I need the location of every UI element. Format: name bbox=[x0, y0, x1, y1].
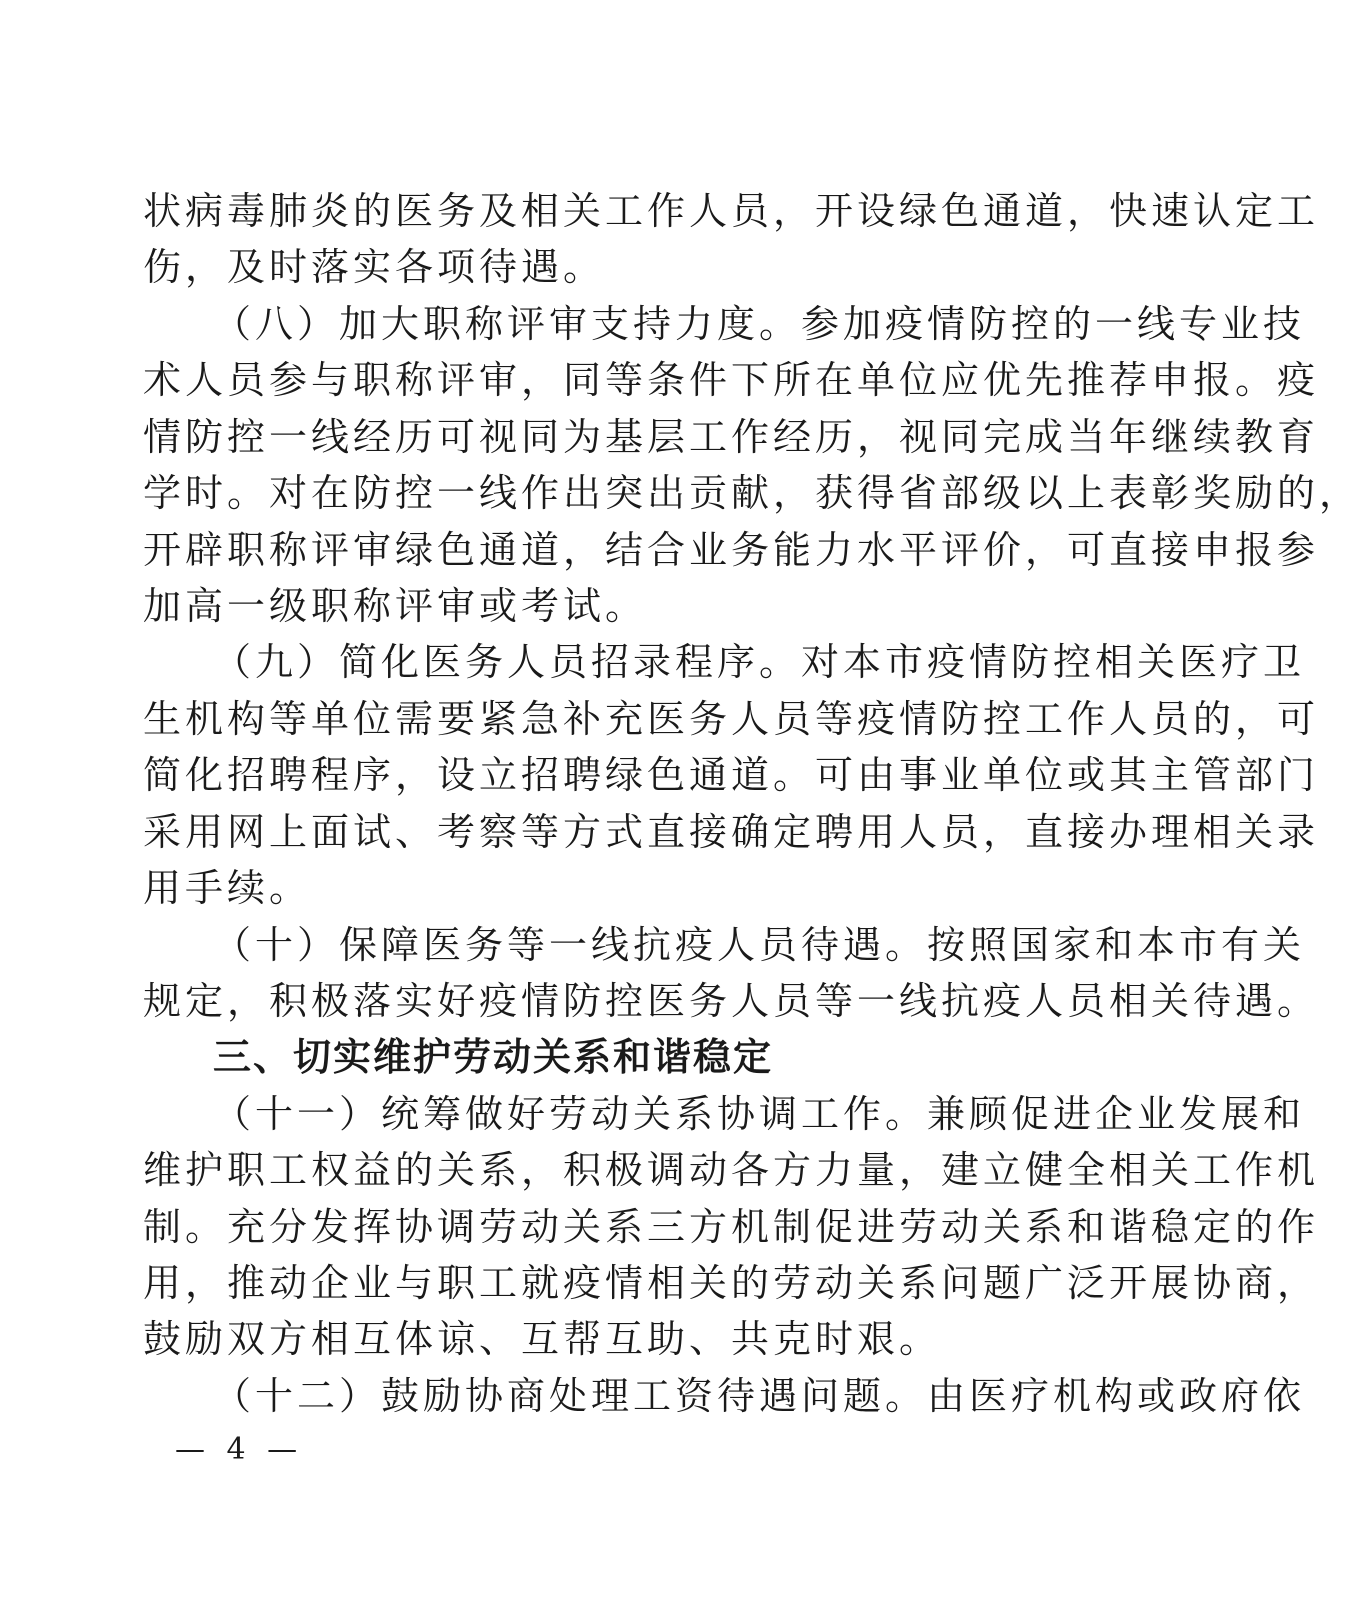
text-line: 状病毒肺炎的医务及相关工作人员，开设绿色通道，快速认定工 bbox=[143, 189, 1320, 233]
text-line: 加高一级职称评审或考试。 bbox=[143, 584, 648, 628]
paragraph-8-heading-line: （八）加大职称评审支持力度。参加疫情防控的一线专业技 bbox=[213, 302, 1306, 346]
text-line: 用手续。 bbox=[143, 866, 312, 910]
text-line: 采用网上面试、考察等方式直接确定聘用人员，直接办理相关录 bbox=[143, 810, 1320, 854]
text-line: 制。充分发挥协调劳动关系三方机制促进劳动关系和谐稳定的作 bbox=[143, 1205, 1320, 1249]
section-heading: 三、切实维护劳动关系和谐稳定 bbox=[213, 1035, 774, 1079]
text-line: 术人员参与职称评审，同等条件下所在单位应优先推荐申报。疫 bbox=[143, 358, 1320, 402]
text-line: 简化招聘程序，设立招聘绿色通道。可由事业单位或其主管部门 bbox=[143, 753, 1320, 797]
page-number: — 4 — bbox=[175, 1432, 304, 1467]
paragraph-10-heading-line: （十）保障医务等一线抗疫人员待遇。按照国家和本市有关 bbox=[213, 923, 1306, 967]
paragraph-9-heading-line: （九）简化医务人员招录程序。对本市疫情防控相关医疗卫 bbox=[213, 640, 1306, 684]
text-line: 规定，积极落实好疫情防控医务人员等一线抗疫人员相关待遇。 bbox=[143, 979, 1320, 1023]
text-line: 用，推动企业与职工就疫情相关的劳动关系问题广泛开展协商， bbox=[143, 1261, 1320, 1305]
paragraph-12-heading-line: （十二）鼓励协商处理工资待遇问题。由医疗机构或政府依 bbox=[213, 1374, 1306, 1418]
text-line: 学时。对在防控一线作出突出贡献，获得省部级以上表彰奖励的， bbox=[143, 471, 1361, 515]
text-line: 情防控一线经历可视同为基层工作经历，视同完成当年继续教育 bbox=[143, 415, 1320, 459]
text-line: 生机构等单位需要紧急补充医务人员等疫情防控工作人员的，可 bbox=[143, 697, 1320, 741]
text-line: 鼓励双方相互体谅、互帮互助、共克时艰。 bbox=[143, 1317, 942, 1361]
text-line: 伤，及时落实各项待遇。 bbox=[143, 245, 606, 289]
paragraph-11-heading-line: （十一）统筹做好劳动关系协调工作。兼顾促进企业发展和 bbox=[213, 1092, 1306, 1136]
text-line: 维护职工权益的关系，积极调动各方力量，建立健全相关工作机 bbox=[143, 1148, 1320, 1192]
text-line: 开辟职称评审绿色通道，结合业务能力水平评价，可直接申报参 bbox=[143, 528, 1320, 572]
